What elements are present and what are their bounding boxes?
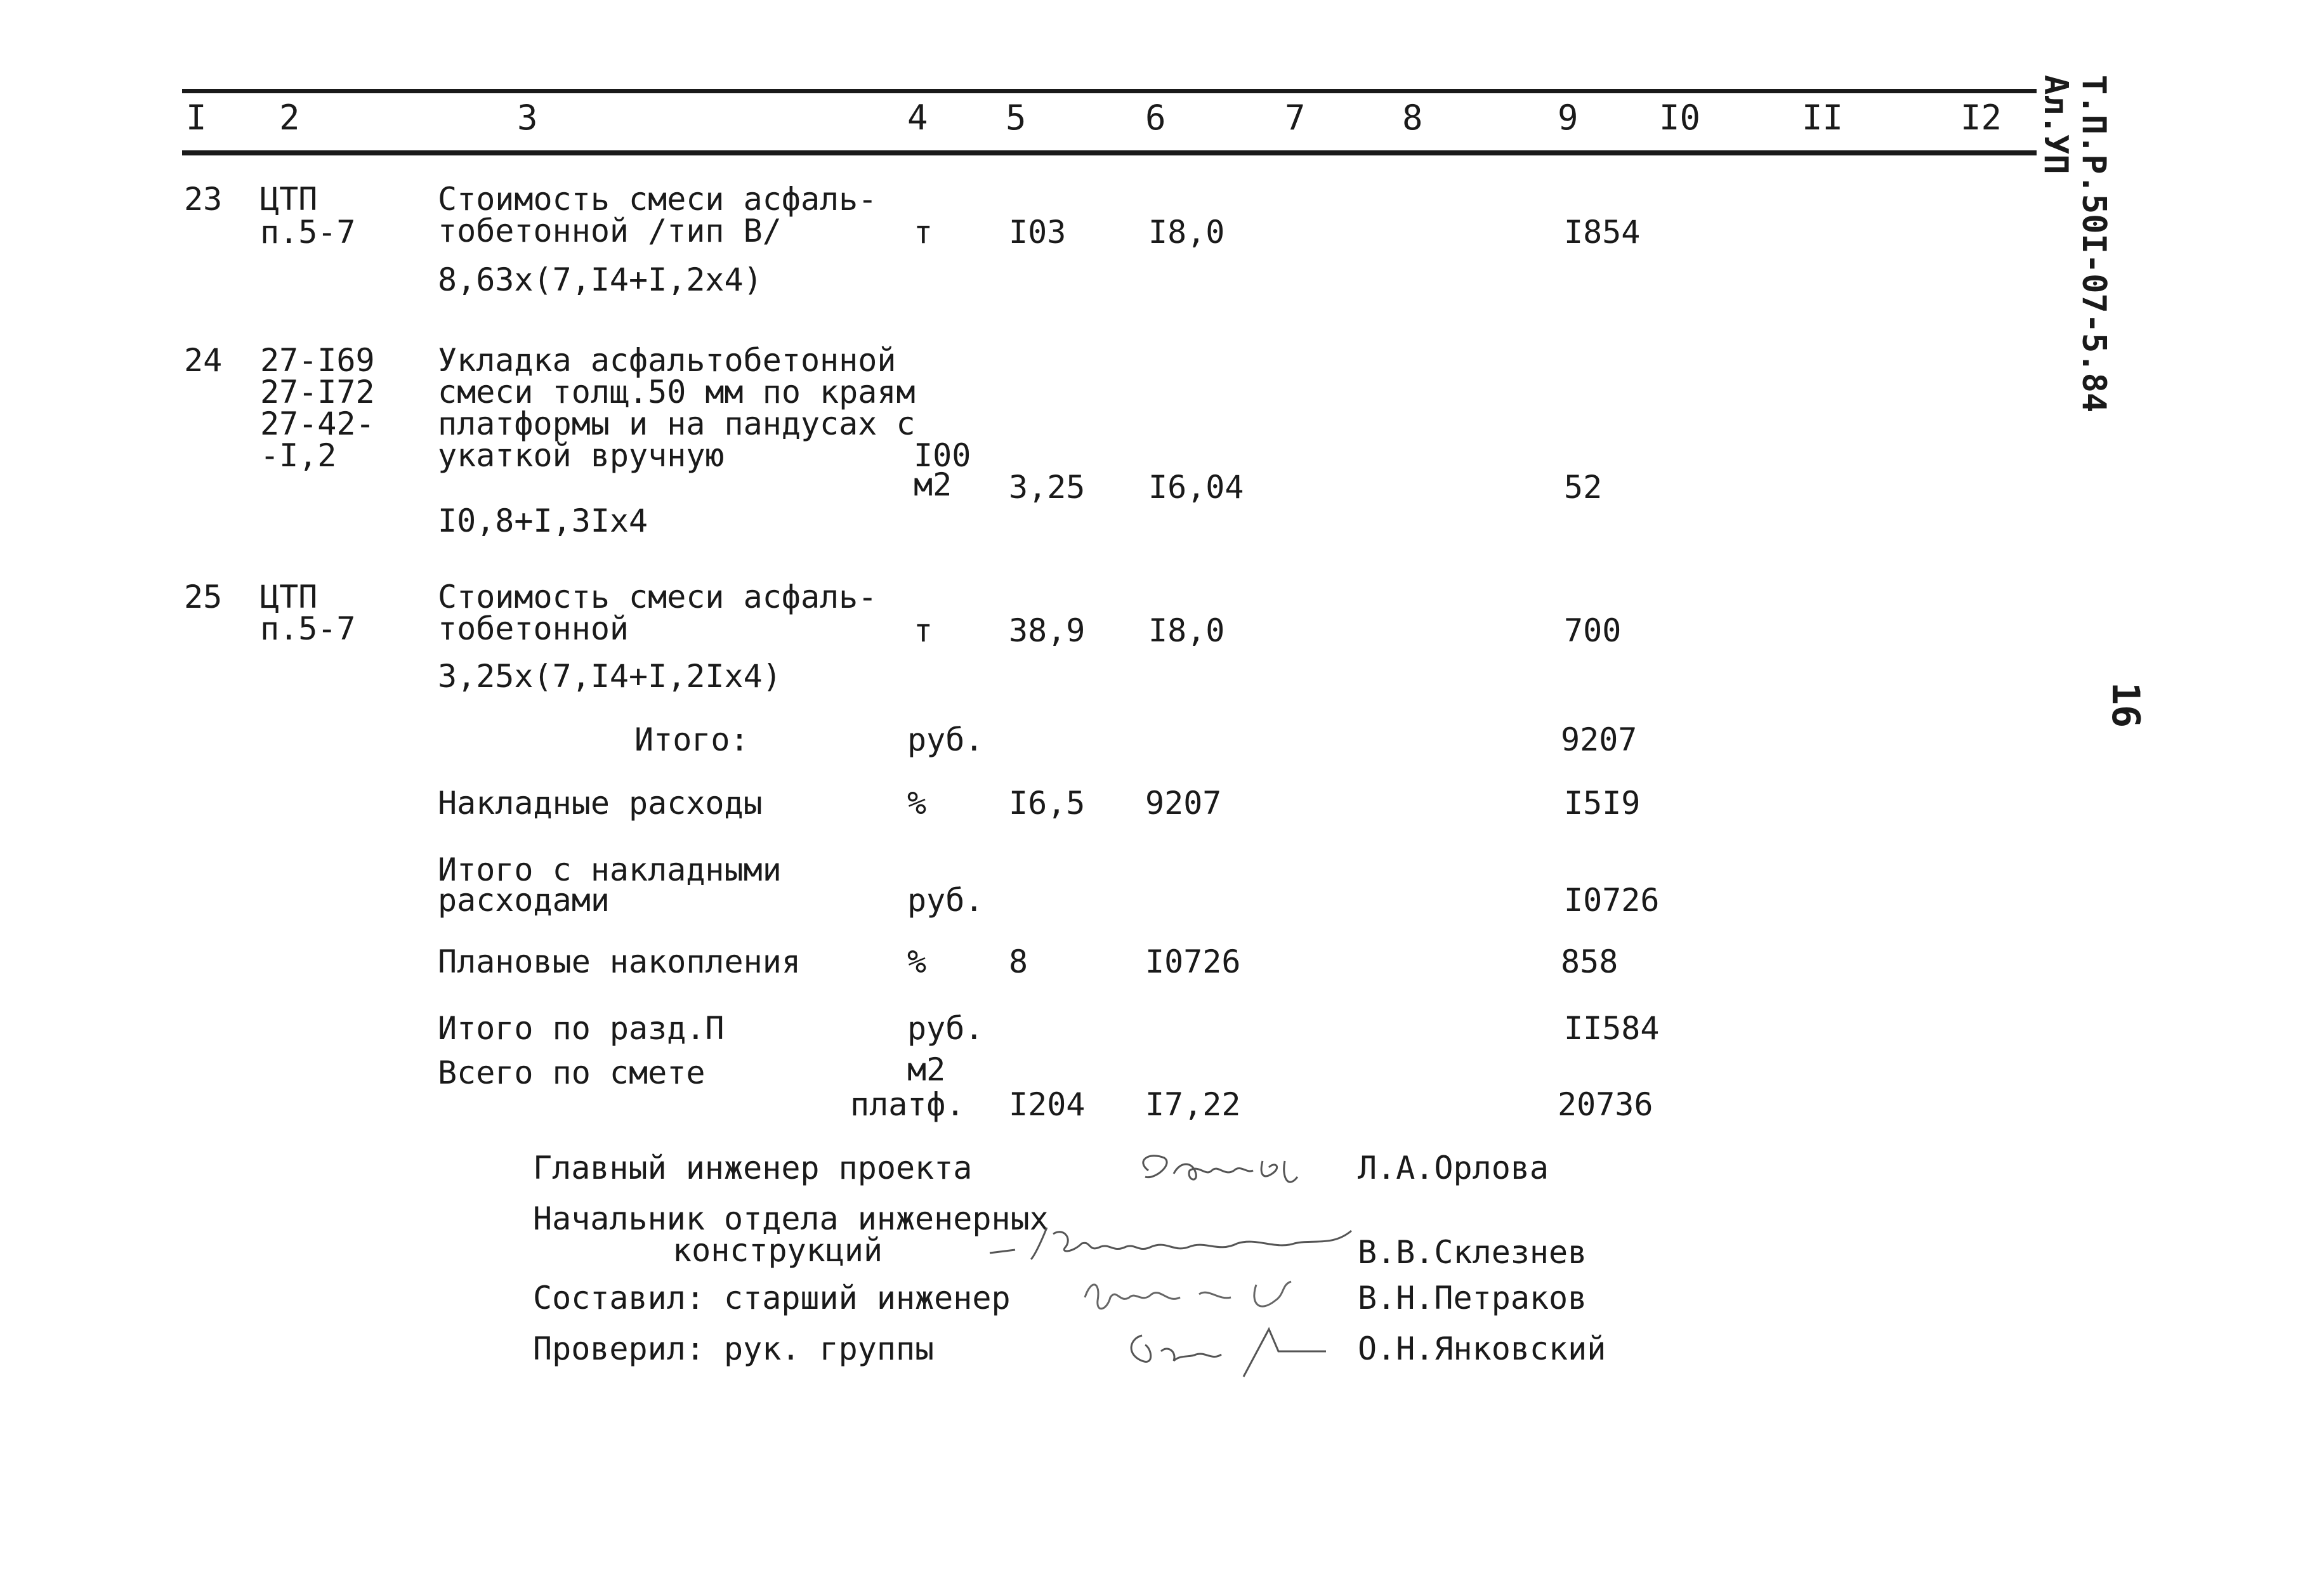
row-description: платформы и на пандусах с — [438, 405, 916, 442]
signature-role: Главный инженер проекта — [533, 1150, 973, 1186]
row-code: п.5-7 — [260, 610, 356, 647]
row-unit: т — [914, 612, 933, 649]
header-bottom-rule — [182, 150, 2037, 155]
overhead-total: I5I9 — [1564, 785, 1641, 822]
col-header-1: I — [186, 98, 207, 138]
row-description: укаткой вручную — [438, 437, 725, 474]
grand-price: I7,22 — [1145, 1086, 1241, 1123]
row-code: -I,2 — [260, 437, 337, 474]
col-header-3: 3 — [517, 98, 538, 138]
with-overhead-label: Итого с накладными — [438, 851, 782, 888]
row-unit: м2 — [914, 466, 952, 503]
col-header-4: 4 — [907, 98, 928, 138]
signature-name: В.Н.Петраков — [1358, 1280, 1587, 1316]
document-code-line: Т.П.Р.50I-07-5.84 — [2075, 75, 2113, 413]
with-overhead-total: I0726 — [1564, 882, 1660, 919]
row-quantity: 3,25 — [1009, 469, 1086, 506]
row-total: 700 — [1564, 612, 1622, 649]
signature-role: Проверил: рук. группы — [533, 1330, 935, 1367]
planned-unit: % — [907, 943, 927, 980]
col-header-9: 9 — [1558, 98, 1579, 138]
planned-rate: 8 — [1009, 943, 1028, 980]
signature-role: конструкций — [673, 1232, 883, 1269]
planned-label: Плановые накопления — [438, 943, 801, 980]
overhead-label: Накладные расходы — [438, 785, 763, 822]
row-total: I854 — [1564, 214, 1641, 251]
row-formula: 8,63х(7,I4+I,2х4) — [438, 261, 763, 298]
row-code: 27-I69 — [260, 342, 375, 379]
with-overhead-label: расходами — [438, 882, 610, 919]
planned-total: 858 — [1561, 943, 1618, 980]
row-quantity: 38,9 — [1009, 612, 1086, 649]
col-header-7: 7 — [1285, 98, 1306, 138]
row-price: I8,0 — [1148, 612, 1225, 649]
row-description: тобетонной — [438, 610, 629, 647]
grand-unit: платф. — [850, 1086, 965, 1123]
handwritten-signature — [1117, 1316, 1332, 1386]
row-code: ЦТП — [260, 181, 318, 218]
handwritten-signature — [1129, 1142, 1326, 1199]
row-price: I6,04 — [1148, 469, 1244, 506]
planned-base: I0726 — [1145, 943, 1241, 980]
col-header-10: I0 — [1659, 98, 1701, 138]
overhead-rate: I6,5 — [1009, 785, 1086, 822]
itogo-unit: руб. — [907, 721, 984, 758]
row-description: Укладка асфальтобетонной — [438, 342, 896, 379]
signature-role: Начальник отдела инженерных — [533, 1200, 1049, 1237]
col-header-12: I2 — [1960, 98, 2002, 138]
row-code: 27-I72 — [260, 374, 375, 410]
grand-quantity: I204 — [1009, 1086, 1086, 1123]
signature-name: Л.А.Орлова — [1358, 1150, 1549, 1186]
row-description: смеси толщ.50 мм по краям — [438, 374, 916, 410]
col-header-6: 6 — [1145, 98, 1166, 138]
row-description: тобетонной /тип В/ — [438, 213, 782, 249]
row-price: I8,0 — [1148, 214, 1225, 251]
col-header-5: 5 — [1006, 98, 1027, 138]
signature-name: О.Н.Янковский — [1358, 1330, 1606, 1367]
row-description: Стоимость смеси асфаль- — [438, 579, 877, 615]
grand-label: Всего по смете — [438, 1054, 706, 1091]
handwritten-signature — [977, 1215, 1358, 1272]
signature-role: Составил: старший инженер — [533, 1280, 1011, 1316]
row-formula: 3,25х(7,I4+I,2Iх4) — [438, 658, 782, 695]
document-code-line: Ал.УП — [2037, 75, 2075, 174]
with-overhead-unit: руб. — [907, 882, 984, 919]
row-code: 27-42- — [260, 405, 375, 442]
row-quantity: I03 — [1009, 214, 1067, 251]
handwritten-signature — [1072, 1266, 1313, 1323]
page-number: 16 — [2103, 682, 2148, 728]
row-description: Стоимость смеси асфаль- — [438, 181, 877, 218]
col-header-11: II — [1802, 98, 1844, 138]
row-number: 25 — [184, 579, 223, 615]
row-formula: I0,8+I,3Iх4 — [438, 502, 648, 539]
col-header-2: 2 — [279, 98, 300, 138]
section-unit: руб. — [907, 1010, 984, 1047]
overhead-unit: % — [907, 785, 927, 822]
row-number: 24 — [184, 342, 223, 379]
itogo-total: 9207 — [1561, 721, 1638, 758]
row-code: п.5-7 — [260, 214, 356, 251]
section-label: Итого по разд.П — [438, 1010, 725, 1047]
grand-total: 20736 — [1558, 1086, 1653, 1123]
top-rule — [182, 89, 2037, 93]
section-total: II584 — [1564, 1010, 1660, 1047]
itogo-label: Итого: — [634, 721, 749, 758]
row-code: ЦТП — [260, 579, 318, 615]
row-unit: т — [914, 214, 933, 251]
overhead-base: 9207 — [1145, 785, 1222, 822]
row-number: 23 — [184, 181, 223, 218]
signature-name: В.В.Склезнев — [1358, 1234, 1587, 1271]
document-code — [2037, 75, 2113, 412]
row-unit: I00 — [914, 437, 971, 474]
grand-unit: м2 — [907, 1051, 946, 1088]
row-total: 52 — [1564, 469, 1603, 506]
col-header-8: 8 — [1402, 98, 1423, 138]
